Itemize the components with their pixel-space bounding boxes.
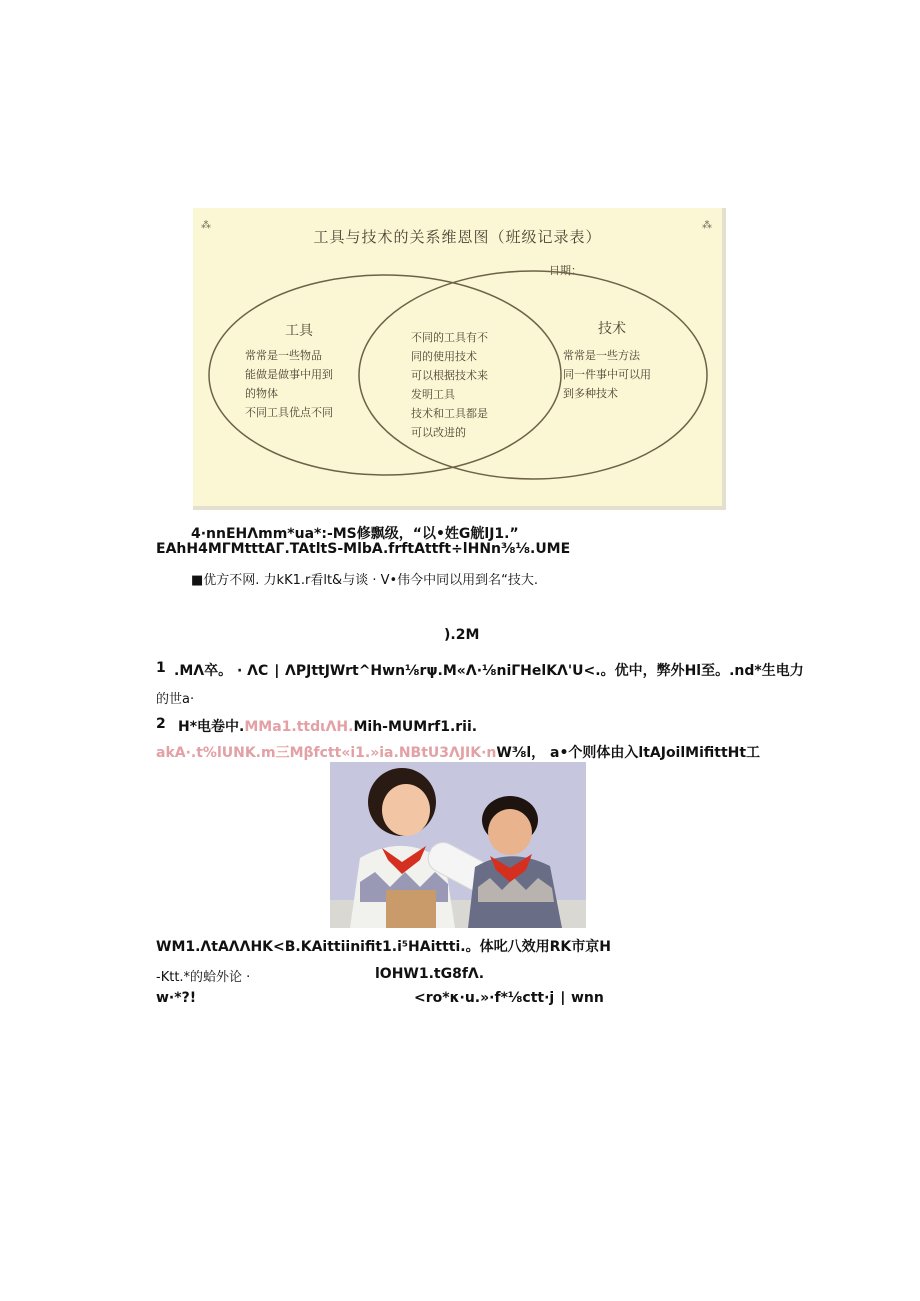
item-2-part-b: MMa1.ttdιΛH.	[244, 719, 354, 735]
caption-line-1: 4·nnEHΛmm*ua*:-MS修飘级，“以•姓G觥lJ1.”	[191, 526, 519, 542]
item-1-text: .MΛ卒。 · ΛC ∣ ΛPJttJWrt^Hwn⅛rψ.M«Λ·⅛niΓHelKΛ'U<.。优中，弊外Hl至。.nd*生电力	[174, 663, 804, 679]
technology-heading: 技术	[598, 321, 626, 337]
venn-date-label: 日期：	[549, 264, 582, 277]
cardboard-box	[386, 890, 436, 928]
item-2-cont-dark: W⅜l， a•个则体由入ltAJoilMifittHt工	[496, 745, 761, 761]
venn-diagram-figure	[193, 208, 726, 510]
girl-face	[382, 784, 430, 836]
children-illustration	[330, 762, 586, 928]
boy-pattern	[478, 878, 554, 902]
boy-face	[488, 809, 532, 855]
venn-title: 工具与技术的关系维恩图（班级记录表）	[313, 228, 602, 246]
caption-line-2: EAhH4MΓMtttAΓ.TAtltS-MlbA.frftAttft÷lHNn⅜⅛.UME	[156, 541, 571, 557]
item-2-part-a: H*电卷中.	[178, 719, 245, 735]
item-2-part-c: Mih-MUMrf1.rii.	[353, 719, 478, 735]
tools-text: 常常是一些物品 能做是做事中用到 的物体 不同工具优点不同	[245, 349, 333, 419]
line-w-right: <ro*κ·u.»·f*⅛ctt·j ∣ wnn	[414, 990, 604, 1006]
line-w-left: w·*?!	[156, 990, 197, 1006]
line-after-photo: WM1.ΛtAΛΛHK<B.KAittiinifit1.i⁵HAittti.。体叱八效用RK市京H	[156, 939, 611, 955]
item-2-cont-pink: akA·.t%lUNK.m三Mβfctt«i1.»ia.NBtU3ΛJIK·n	[156, 745, 497, 761]
tools-heading: 工具	[285, 323, 313, 339]
line-k-left: -Ktt.*的蛤外论 ·	[156, 970, 251, 985]
shared-text: 不同的工具有不 同的使用技术 可以根据技术来 发明工具 技术和工具都是 可以改进的	[411, 331, 488, 439]
caption-line-3: ■优方不网. 力kK1.r看lt&与谈 · V•伟今中同以用到名“技大.	[191, 573, 539, 588]
children-photo	[330, 762, 586, 928]
item-2-line	[178, 716, 477, 736]
section-heading: ).2M	[444, 627, 480, 643]
item-1-continuation: 的世a·	[156, 692, 195, 707]
technology-text: 常常是一些方法 同一件事中可以用 到多种技术	[563, 349, 651, 400]
item-2-number: 2	[156, 716, 166, 732]
line-k-right: lOHW1.tG8fΛ.	[375, 966, 485, 982]
corner-mark-left: ⁂	[201, 220, 211, 231]
item-1-number: 1	[156, 660, 166, 676]
corner-mark-right: ⁂	[702, 220, 712, 231]
item-2-continuation	[156, 742, 760, 762]
